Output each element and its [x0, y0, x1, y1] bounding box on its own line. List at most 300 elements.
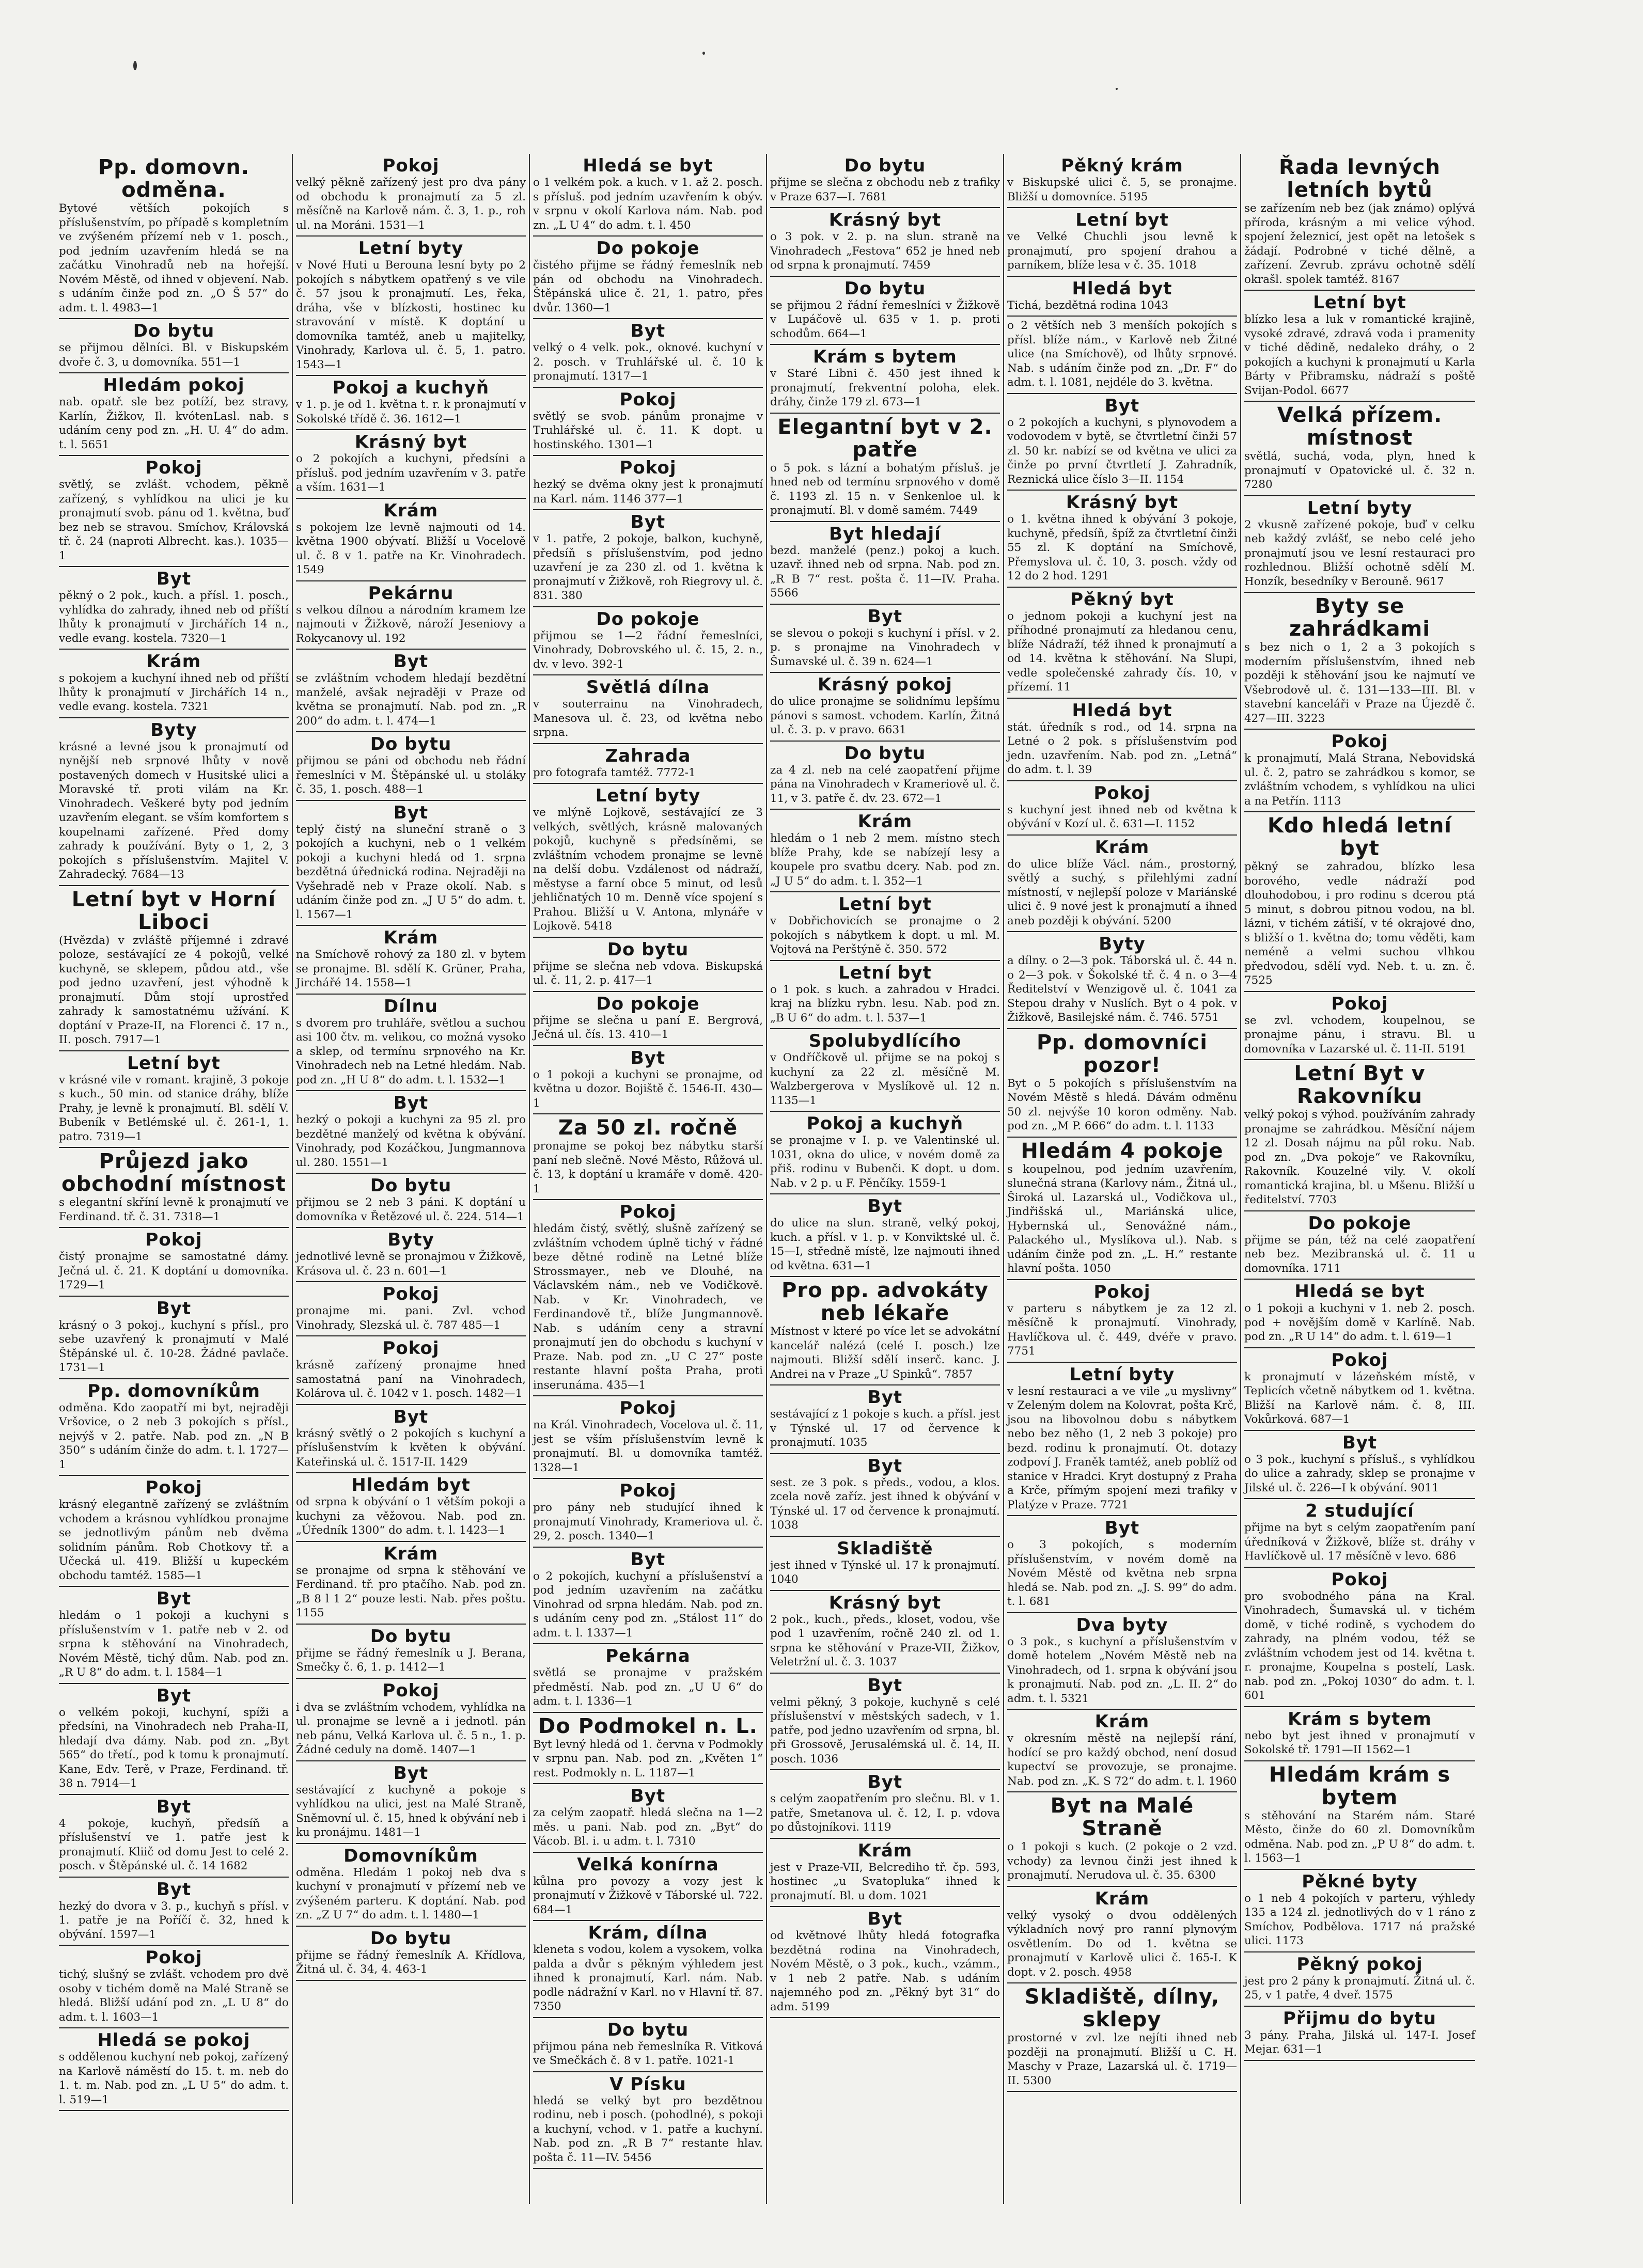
classified-ad [59, 1228, 289, 1297]
ad-body: s dvorem pro truhláře, světlou a suchou asi 100 čtv. m. velikou, co možná vysoko a sklep, od termínu srpnového na Kr. Vinohradech neb na Letné hledám. Nab. pod zn. „H U 8“ do adm. t. l. 1532—1 [296, 1016, 526, 1086]
ad-heading: Skladiště, dílny, sklepy [1024, 1985, 1220, 2031]
ad-body: přijme se řádný řemeslník u J. Berana, Smečky č. 6, 1. p. 1412—1 [296, 1646, 526, 1674]
ad-heading: Byt [867, 1387, 903, 1408]
ad-body: 2 pok., kuch., předs., kloset, vodou, vše pod 1 uzavřením, ročně 240 zl. od 1. srpna ke stěhování v Praze-VII, Žižkov, Veletržní ul. č. 3. 1037 [770, 1613, 1000, 1668]
ad-heading: Do bytu [133, 321, 215, 341]
ad-body: čistého přijme se řádný řemeslník neb pán od obchodu na Vinohradech. Štěpánská ulice č. 21, 1. patro, přes dvůr. 1360—1 [533, 259, 763, 314]
ad-heading: Letní byty [358, 238, 464, 259]
ad-heading: Pěkný byt [1070, 589, 1174, 610]
ad-body: hledám čistý, světlý, slušně zařízený se zvláštním vchodem úplně tichý v řádné beze dětné rodině na Letné blíže Strossmayer., neb ve Dlouhé, na Václavském nám., neb ve Vodičkově. Nab. v Kr. Vinohradech, ve Ferdinandově tř., blíže Jungmannově. Nab. s udáním ceny a stravní pronajmutí jen do obchodu s kuchyní v Praze. Nab. pod zn. „U C 27“ poste restante hlavní pošta Praha, proti inserunáma. 435—1 [533, 1222, 763, 1392]
ad-heading: Krám [1094, 837, 1150, 858]
ad-body: bezd. manželé (penz.) pokoj a kuch. uzavř. ihned neb od srpna. Nab. pod zn. „R B 7“ rest. pošta č. 11—IV. Praha. 5566 [770, 544, 1000, 600]
ad-heading: Krásný byt [1066, 492, 1179, 513]
ad-body: jest v Praze-VII, Belcrediho tř. čp. 593, hostinec „u Svatopluka“ ihned k pronajmutí. Bl. u dom. 1021 [770, 1861, 1000, 1902]
ad-heading: Pokoj [619, 458, 677, 478]
classified-ad [770, 1537, 1000, 1591]
ad-heading: Krám [146, 651, 201, 672]
classified-ad [770, 154, 1000, 208]
classified-ad [1244, 2007, 1475, 2061]
ad-heading: Pokoj a kuchyň [332, 377, 490, 398]
ad-body: sestávající z kuchyně a pokoje s vyhlídkou na ulici, jest na Malé Straně, Sněmovní ul. č. 15, hned k obývání neb i ku pronájmu. 1481—1 [296, 1783, 526, 1839]
classified-ad [296, 1625, 526, 1679]
ad-heading: Byt [630, 1786, 666, 1806]
ad-heading: Letní byt [1075, 210, 1169, 230]
ad-heading: Krám [857, 811, 913, 832]
ad-heading: Do bytu [370, 734, 452, 754]
ad-heading: Letní byty [595, 785, 701, 806]
classified-ad [770, 208, 1000, 277]
classified-ad [533, 510, 763, 607]
classified-ad [296, 926, 526, 995]
ad-heading: Byt [630, 321, 666, 341]
classified-ad [296, 1405, 526, 1474]
ad-body: s elegantní skříní levně k pronajmutí ve Ferdinand. tř. č. 31. 7318—1 [59, 1196, 289, 1223]
ad-heading: Byt [156, 1588, 192, 1609]
ad-body: v okresním městě na nejlepší rání, hodící se pro každý obchod, není dosud kupectví se provozuje, se pronajme. Nab. pod zn. „K. S 72“ do adm. t. l. 1960 [1007, 1732, 1237, 1788]
classified-ad [1244, 1952, 1475, 2007]
ad-heading: Průjezd jako obchodní místnost [61, 1149, 286, 1196]
ad-body: velký vysoký o dvou oddělených výkladních nový pro ranní plynovým osvětlením. Do od 1. května se pronajmutí v Karlově ulici č. 165-I. K dopt. v 2. posch. 4958 [1007, 1909, 1237, 1979]
ad-body: velký o 4 velk. pok., oknové. kuchyní v 2. posch. v Truhlářské ul. č. 10 k pronajmutí. 1317—1 [533, 341, 763, 383]
ad-heading: Byty [387, 1230, 434, 1250]
classified-ad [59, 1795, 289, 1878]
ad-body: přijme se slečna u paní E. Bergrová, Ječná ul. čís. 13. 410—1 [533, 1014, 763, 1041]
ad-body: o 1 velkém pok. a kuch. v 1. až 2. posch. s přísluš. pod jedním uzavřením k obýv. v srpnu v okolí Karlova nám. Nab. pod zn. „L U 4“ do adm. t. l. 450 [533, 176, 763, 232]
classified-ad [1007, 1280, 1237, 1363]
classified-ad [1007, 932, 1237, 1029]
classified-ad [296, 1927, 526, 1981]
scan-speck [1116, 88, 1118, 90]
classified-ad [770, 1029, 1000, 1112]
ad-heading: Krám [1094, 1888, 1150, 1909]
ad-heading: Byt [867, 1196, 903, 1217]
ad-heading: Letní byt [838, 894, 932, 915]
ad-column-3 [530, 154, 767, 2204]
classified-ad [296, 1091, 526, 1174]
ad-body: o 3 pok., kuchyní s přísluš., s vyhlídkou do ulice a zahrady, sklep se pronajme v Jilské ul. č. 226—I k obývání. 9011 [1244, 1453, 1475, 1494]
ad-body: sest. ze 3 pok. s předs., vodou, a klos. zcela nově zaříz. jest ihned k obývání v Týnské ul. 17 od července k pronajmutí. 1038 [770, 1476, 1000, 1532]
ad-heading: Spolubydlícího [808, 1031, 962, 1051]
ad-body: se slevou o pokoji s kuchyní i přísl. v 2. p. s pronajme na Vinohradech v Šumavské ul. č. 39 n. 624—1 [770, 626, 1000, 668]
ad-body: o 2 větších neb 3 menších pokojích s přísl. blíže nám., v Karlově neb Žitné ulice (na Smíchově), od lhůty srpnové. Nab. s udáním činže pod zn. „Dr. F“ do adm. t. l. 1081, nejdéle do 3. května. [1007, 319, 1237, 389]
classified-ad [296, 1542, 526, 1625]
classified-ad [59, 1946, 289, 2028]
ad-heading: Byt [393, 1093, 429, 1113]
ad-heading: Byt [156, 1879, 192, 1900]
classified-ad [770, 414, 1000, 522]
ad-body: jest pro 2 pány k pronajmutí. Žitná ul. č. 25, v 1 patře, 4 dveř. 1575 [1244, 1974, 1475, 2002]
ad-body: hezký do dvora v 3. p., kuchyň s přísl. v 1. patře je na Poříčí č. 32, hned k obývání. 1597—1 [59, 1899, 289, 1941]
classified-ad [770, 1385, 1000, 1454]
classified-ad [59, 1051, 289, 1148]
ad-heading: Pro pp. advokáty neb lékaře [781, 1279, 989, 1325]
ad-body: o 2 pokojích a kuchyni, s plynovodem a vodovodem v bytě, se čtvrtletní činži 57 zl. 50 kr. nabízí se od května ve ulici za činže po první čtvrtletí J. Zahradník, Reznická ulice číslo 3—II. 1154 [1007, 416, 1237, 486]
classified-ad [1007, 836, 1237, 933]
scan-speck [133, 61, 137, 70]
ad-heading: Byt [156, 1298, 192, 1319]
classified-ad [770, 673, 1000, 742]
ad-body: Tichá, bezdětná rodina 1043 [1007, 298, 1169, 312]
ad-heading: Řada levných letních bytů [1279, 155, 1441, 202]
ad-body: velký pěkně zařízený jest pro dva pány od obchodu k pronajmutí za 5 zl. měsíčně na Karlově nám. č. 3, 1. p., roh ul. na Moráni. 1531—1 [296, 176, 526, 232]
classified-ad [1007, 1363, 1237, 1517]
ad-heading: V Písku [609, 2073, 686, 2094]
ad-heading: Letní Byt v Rakovníku [1294, 1062, 1426, 1108]
ad-column-1 [56, 154, 293, 2204]
classified-ad [296, 1336, 526, 1405]
ad-body: přijmou se 2 neb 3 páni. K doptání u domovníka v Řetězové ul. č. 224. 514—1 [296, 1196, 526, 1223]
classified-ad [770, 742, 1000, 810]
classified-ad [296, 499, 526, 581]
ad-column-5 [1004, 154, 1241, 2204]
ad-body: pro svobodného pána na Kral. Vinohradech, Šumavská ul. v tichém domě, v tiché rodině, s vychodem do zahrady, na plném vodou, též se zvláštním vchodem jest od 14. května t. r. pronajme, Koupelna s postelí, Lask. nab. pod zn. „Pokoj 1030“ do adm. t. l. 601 [1244, 1589, 1475, 1702]
ad-body: kleneta s vodou, kolem a vysokem, volka palda a dvůr s pěkným výhledem jest ihned k pronajmutí, Karl. nám. Nab. podle nádražní v Karl. no v Hlavní tř. 87. 7350 [533, 1943, 763, 2013]
ad-body: se zvláštním vchodem hledají bezdětní manželé, avšak nejraději v Praze od května se pronajmutí. Nab. pod zn. „R 200“ do adm. t. l. 474—1 [296, 672, 526, 728]
ad-body: o 3 pok. v 2. p. na slun. straně na Vinohradech „Festova“ 652 je hned neb od srpna k pronajmutí. 7459 [770, 230, 1000, 272]
ad-body: přijme na byt s celým zaopatřením paní úředníková v Žižkově, blíže st. dráhy v Havlíčkově ul. 17 měsíčně v levo. 686 [1244, 1521, 1475, 1563]
ad-heading: Pokoj [382, 1680, 440, 1701]
ad-body: ve Velké Chuchli jsou levně k pronajmutí, pro spojení drahou a parníkem, blíže lesa v č. 35. 1018 [1007, 230, 1237, 272]
ad-body: se přijmou 2 řádní řemeslníci v Žižkově v Lupáčově ul. 635 v 1. p. proti schodům. 664—1 [770, 298, 1000, 340]
ad-body: nab. opatř. sle bez potíží, bez stravy, Karlín, Žižkov, Il. kvótenLasl. nab. s udáním ceny pod zn. „H. U. 4“ do adm. t. l. 5651 [59, 396, 289, 451]
ad-body: pronajme mi. pani. Zvl. vchod Vinohrady, Slezská ul. č. 787 485—1 [296, 1304, 526, 1332]
ad-body: hezký se dvěma okny jest k pronajmutí na Karl. nám. 1146 377—1 [533, 478, 763, 506]
ad-body: od srpna k obývání o 1 větším pokoji a kuchyni za věžovou. Nab. pod zn. „Úředník 1300“ do adm. t. l. 1423—1 [296, 1495, 526, 1537]
ad-heading: Pokoj [145, 1477, 202, 1498]
ad-body: přijmou se páni od obchodu neb řádní řemeslníci v M. Štěpánské ul. u stoláky č. 35, 1. posch. 488—1 [296, 754, 526, 796]
ad-heading: Krám [383, 1543, 439, 1564]
ad-body: krásný o 3 pokoj., kuchyní s přísl., pro sebe uzavřený k pronajmutí v Malé Štěpánské ul. č. 10-28. Žádné pavlače. 1731—1 [59, 1318, 289, 1374]
ad-heading: Pokoj [1331, 1569, 1388, 1590]
ad-body: světlá, suchá, voda, plyn, hned k pronajmutí v Opatovické ul. č. 32 n. 7280 [1244, 450, 1475, 491]
classified-ad [1244, 1280, 1475, 1348]
ad-heading: Světlá dílna [586, 677, 710, 698]
ad-body: kůlna pro povozy a vozy jest k pronajmutí v Žižkově v Táborské ul. 722. 684—1 [533, 1875, 763, 1916]
classified-ad [533, 1396, 763, 1479]
classified-ad [1007, 1792, 1237, 1887]
ad-body: v Dobřichovicích se pronajme o 2 pokojích s nábytkem k dopt. u ml. M. Vojtová na Perštýně č. 350. 572 [770, 915, 1000, 956]
ad-heading: Krám s bytem [1288, 1708, 1432, 1729]
classified-ad [533, 1200, 763, 1396]
ad-heading: Pokoj [145, 458, 202, 478]
ad-heading: Byt [867, 1909, 903, 1929]
classified-ad [1244, 1707, 1475, 1761]
ad-body: jest ihned v Týnské ul. 17 k pronajmutí. 1040 [770, 1558, 1000, 1586]
ad-heading: Byt [156, 569, 192, 589]
classified-ad [59, 2028, 289, 2111]
ad-body: pro fotografa tamtéž. 7772-1 [533, 766, 696, 779]
classified-ad [770, 1674, 1000, 1771]
ad-heading: Do bytu [370, 1928, 452, 1949]
ad-body: se zařízením neb bez (jak známo) oplývá příroda, krásným a mi velice výhod. spojení železnicí, jest opět na letošek s žádají. Podrobné v tiché dělně, a zařízení. Zevrub. zprávu ochotně sdělí okrašl. spolek tamtéž. 8167 [1244, 202, 1475, 286]
classified-ad [533, 1644, 763, 1713]
ad-body: o velkém pokoji, kuchyní, spíži a předsíni, na Vinohradech neb Praha-II, hledají dva dámy. Nab. pod zn. „Byt 565“ do třetí., pod k tomu k pronajmutí. Kane, Edv. Terě, v Praze, Ferdinand. tř. 38 n. 7914—1 [59, 1706, 289, 1790]
classified-ad [1244, 1870, 1475, 1952]
ad-heading: Hledá byt [1072, 278, 1172, 299]
classified-ad [533, 744, 763, 784]
classified-ad [296, 430, 526, 499]
ad-heading: Pp. domovníci pozor! [1036, 1030, 1208, 1077]
classified-ad [533, 938, 763, 992]
classified-ad [533, 784, 763, 938]
ad-body: o 1 pokoji a kuchyni se pronajme, od května u dozor. Bojiště č. 1546-II. 430—1 [533, 1068, 763, 1110]
ad-heading: Byt [630, 1047, 666, 1068]
ad-heading: Pokoj [382, 1284, 440, 1304]
ad-heading: Hledá se pokoj [97, 2030, 251, 2051]
ad-body: krásné a levné jsou k pronajmutí od nynější neb srpnové lhůty v nově postavených domech v Husitské ulici a Moravské tř. proti vilám na Kr. Vinohradech. Veškeré byty pod jedním uzavřením elegant. se vším komfortem s koupelnami zařízené. Před domy zahrady k používání. Byty o 1, 2, 3 pokojích s příslušenstvím. Majitel V. Zahradecký. 7684—13 [59, 740, 289, 881]
classified-ad [1007, 1613, 1237, 1710]
ad-body: blízko lesa a luk v romantické krajině, vysoké zdravé, zdravá voda i pramenity v tiché dědině, nedaleko dráhy, o 2 pokojích a kuchyni k pronajmutí u Karla Bárty v Přibramsku, nádraží s poště Svijan-Podol. 6677 [1244, 313, 1475, 397]
ad-heading: Krám [1094, 1711, 1150, 1732]
ad-body: pro pány neb studující ihned k pronajmutí Vinohrady, Krameriova ul. č. 29, 2. posch. 1340—1 [533, 1501, 763, 1542]
ad-body: se zvl. vchodem, koupelnou, se pronajme pánu, i stravu. Bl. u domovníka v Lazarské ul. č. 11-II. 5191 [1244, 1014, 1475, 1056]
ad-heading: Dva byty [1076, 1614, 1168, 1635]
ad-heading: Pokoj [619, 389, 677, 410]
ad-heading: Do Podmokel n. L. [538, 1714, 758, 1738]
ad-body: v Staré Libni č. 450 jest ihned k pronajmutí, frekventní poloha, elek. dráhy, činže 179 zl. 673—1 [770, 367, 1000, 408]
ad-heading: Velká přízem. místnost [1277, 403, 1443, 450]
classified-ad [770, 1194, 1000, 1277]
classified-ad [296, 650, 526, 732]
ad-heading: Byt [393, 1762, 429, 1784]
ad-body: prostorné v zvl. lze nejíti ihned neb později na pronajmutí. Bližší u C. H. Maschy v Praze, Lazarská ul. č. 1719—II. 5300 [1007, 2031, 1237, 2087]
classified-ad [1007, 781, 1237, 836]
classified-ad [1007, 1029, 1237, 1138]
ad-body: s kuchyní jest ihned neb od května k obývání v Kozí ul. č. 631—I. 1152 [1007, 803, 1237, 830]
classified-ad [59, 1684, 289, 1795]
ad-heading: Letní byty [1069, 1364, 1175, 1385]
ad-heading: Kdo hledá letní byt [1267, 814, 1452, 860]
ad-heading: Pokoj [382, 1338, 440, 1359]
ad-body: na Král. Vinohradech, Vocelova ul. č. 11, jest se vším příslušenstvím levně k pronajmutí. Bl. u domovníka tamtéž. 1328—1 [533, 1419, 763, 1474]
ad-body: v parteru s nábytkem je za 12 zl. měsíčně k pronajmutí. Vinohrady, Havlíčkova ul. č. 449, dvéře v pravo. 7751 [1007, 1302, 1237, 1358]
ad-body: tichý, slušný se zvlášt. vchodem pro dvě osoby v tichém domě na Malé Straně se hledá. Bližší udání pod zn. „L U 8“ do adm. t. l. 1603—1 [59, 1968, 289, 2024]
ad-body: s oddělenou kuchyní neb pokoj, zařízený na Karlově náměstí do 15. t. m. neb do 1. t. m. Nab. pod zn. „L U 5“ do adm. t. l. 519—1 [59, 2051, 289, 2106]
ad-heading: Byty [150, 719, 197, 741]
ad-heading: Hledá se byt [1294, 1281, 1425, 1302]
ad-body: světlá se pronajme v pražském předměstí. Nab. pod zn. „U U 6“ do adm. t. l. 1336—1 [533, 1666, 763, 1708]
ad-heading: Letní byt [1313, 292, 1406, 313]
ad-heading: Byt [1104, 1518, 1140, 1538]
classified-ad [296, 1761, 526, 1844]
ad-body: o 1 pokoji a kuchyni v 1. neb 2. posch. pod + novějším domě v Karlíně. Nab. pod zn. „R U 14“ do adm. t. l. 619—1 [1244, 1302, 1475, 1343]
ad-body: o 1 pokoji s kuch. (2 pokoje o 2 vzd. vchody) za levnou činži jest ihned k pronajmutí. Nerudova ul. č. 35. 6300 [1007, 1840, 1237, 1882]
ad-heading: Do pokoje [1308, 1212, 1412, 1234]
classified-ad [1007, 208, 1237, 277]
ad-heading: Pěkný krám [1061, 155, 1183, 176]
classified-ad [533, 388, 763, 456]
ad-body: velký pokoj s výhod. používáním zahrady pronajme se zahrádkou. Měsíční nájem 12 zl. Dosah nájmu na půl roku. Nab. pod zn. „Dva pokoje“ ve Rakovníku, Rakovník. Kouzelné vily. V. okolí romantická krajina, bl. u Mšenu. Bližší u ředitelství. 7703 [1244, 1108, 1475, 1206]
classified-ad [770, 1907, 1000, 2018]
classified-ad [770, 345, 1000, 414]
ad-heading: Byt [1342, 1432, 1378, 1453]
classified-ad [296, 1844, 526, 1927]
ad-body: Byt o 5 pokojích s příslušenstvím na Novém Městě s hledá. Dávám odměnu 50 zl. nejvýše 10 koron odměny. Nab. pod zn. „M P. 666“ do adm. t. l. 1133 [1007, 1077, 1237, 1132]
classified-ad [59, 1379, 289, 1476]
ad-body: sestávající z 1 pokoje s kuch. a přísl. jest v Týnské ul. 17 od července k pronajmutí. 1035 [770, 1408, 1000, 1449]
classified-ad [533, 1921, 763, 2018]
ad-body: pronajme se pokoj bez nábytku starší paní neb slečně. Nové Město, Růžová ul. č. 13, k doptání u kramáře v domě. 420-1 [533, 1140, 763, 1195]
ad-heading: Hledám pokoj [103, 375, 245, 396]
ad-heading: Hledám 4 pokoje [1021, 1139, 1224, 1163]
classified-ad [533, 992, 763, 1046]
ad-heading: Pp. domovn. odměna. [98, 155, 250, 202]
ad-body: v lesní restauraci a ve vile „u myslivny“ v Zeleným dolem na Kolovrat, pošta Krč, jsou na libovolnou dobu s nábytkem nebo bez něho (1, 2 neb 3 pokoje) pro bezd. rodinu k pronajmutí. Ot. dotazy zodpoví J. Franěk tamtéž, aneb poblíž od stanice v Hradci. Kryt dostupný z Praha a Krče, přímým spojení mezi trafiky v Platýze v Praze. 7721 [1007, 1384, 1237, 1511]
classified-ad [59, 319, 289, 373]
classified-ad [59, 886, 289, 1051]
ad-heading: Byt [867, 1772, 903, 1792]
ad-body: ve mlýně Lojkově, sestávající ze 3 velkých, světlých, krásně malovaných pokojů, kuchyně s předsíněmi, se zvláštním vchodem pronajme se levně na delší dobu. Vzdálenost od nádraží, městyse a farní obce 5 minut, od lesů jehličnatých 10 m. Denně více spojení s Prahou. Bližší u V. Antona, mlynáře v Lojkově. 5418 [533, 806, 763, 933]
ad-column-2 [293, 154, 530, 2204]
ad-heading: Letní byt [838, 962, 932, 983]
ad-heading: Domovníkům [343, 1845, 478, 1866]
ad-heading: Pekárna [605, 1646, 691, 1666]
ad-heading: Letní byt v Horní Liboci [71, 887, 276, 934]
classified-ad [1007, 491, 1237, 588]
ad-heading: Krásný byt [828, 210, 942, 230]
ad-body: odměna. Kdo zaopatří mi byt, nejraději Vršovice, o 2 neb 3 pokojích s přísl., nejvýš v 2. patře. Nab. pod zn. „N B 350“ s udáním činže do adm. t. l. 1727—1 [59, 1401, 289, 1471]
classified-ad [296, 801, 526, 926]
ad-body: krásný světlý o 2 pokojích s kuchyní a příslušenstvím k květen k obývání. Kateřinská ul. č. 1517-II. 1429 [296, 1427, 526, 1469]
ad-body: přijme se pán, též na celé zaopatření neb bez. Mezibranská ul. č. 11 u domovníka. 1711 [1244, 1233, 1475, 1275]
classified-ad [770, 1591, 1000, 1674]
ad-heading: Byt [1104, 395, 1140, 416]
ad-body: hledá se velký byt pro bezdětnou rodinu, neb i posch. (pohodlné), s pokoji a kuchyní, vchod. v 1. patře a kuchyní. Nab. pod zn. „R B 7“ restante hlav. pošta č. 11—IV. 5456 [533, 2094, 763, 2164]
classified-ad [296, 237, 526, 376]
ad-body: světlý, se zvlášt. vchodem, pěkně zařízený, s vyhlídkou na ulici je ku pronajmutí svob. pánu od 1. května, buď bez neb se stravou. Smíchov, Královská tř. č. 24 (naproti Albrecht. kas.). 1035—1 [59, 478, 289, 562]
classified-ad [59, 373, 289, 456]
classified-ad [533, 1548, 763, 1645]
ad-body: se pronajme v I. p. ve Valentinské ul. 1031, okna do ulice, v novém domě za přiš. rodinu v Bubenči. K dopt. u dom. Nab. v 2 p. u F. Pěnčíky. 1559-1 [770, 1134, 1000, 1190]
ad-heading: Pp. domovníkům [87, 1380, 260, 1401]
ad-body: v Biskupské ulici č. 5, se pronajme. Bližší u domovníce. 5195 [1007, 176, 1237, 203]
classified-ad [1007, 1983, 1237, 2092]
classified-ad [1244, 291, 1475, 402]
classified-ad [59, 456, 289, 567]
ad-body: a dílny. o 2—3 pok. Táborská ul. č. 44 n. o 2—3 pok. v Šokolské tř. č. 4 n. o 3—4 Ředitelství v Wenzigově ul. č. 1041 za Stepou drahy v Nuslích. Byt o 4 pok. v Žižkově, Basilejské nám. č. 746. 5751 [1007, 954, 1237, 1024]
ad-heading: Do pokoje [596, 993, 700, 1014]
ad-heading: Byty [1099, 934, 1146, 954]
classified-ad [770, 961, 1000, 1030]
classified-ad [59, 1297, 289, 1379]
classified-ad [770, 1277, 1000, 1385]
ad-heading: Do bytu [607, 939, 689, 960]
classified-ad [1244, 402, 1475, 496]
ad-heading: Elegantní byt v 2. patře [777, 415, 993, 462]
ad-body: přijme se řádný řemeslník A. Křídlova, Žitná ul. č. 34, 4. 463-1 [296, 1948, 526, 1976]
ad-body: o 2 pokojích, kuchyní a příslušenství a pod jedním uzavřením na začátku Vinohrad od srpna hledám. Nab. pod zn. s udáním ceny pod zn. „Stálost 11“ do adm. t. l. 1337—1 [533, 1569, 763, 1640]
classified-ad [533, 319, 763, 388]
ad-body: hezký o pokoji a kuchyni za 95 zl. pro bezdětné manželý od května k obývání. Vinohrady, pod Kozáčkou, Jungmannova ul. 280. 1551—1 [296, 1113, 526, 1169]
ad-body: (Hvězda) v zvláště příjemné i zdravé poloze, sestávající ze 4 pokojů, velké kuchyně, se sklepem, půdou atd., vše pod jedno uzavření, jest výhodně k pronajmutí. Dům stojí uprostřed zahrady k samostatnému užívání. K doptání v Praze-II, na Florenci č. 17 n., II. posch. 7917—1 [59, 934, 289, 1046]
classified-ad [59, 1148, 289, 1228]
classified-ad [296, 995, 526, 1092]
ad-body: jednotlivé levně se pronajmou v Žižkově, Krásova ul. č. 23 n. 601—1 [296, 1250, 526, 1278]
classified-ad [1244, 496, 1475, 593]
classified-ad [533, 1784, 763, 1853]
classified-ad [296, 376, 526, 430]
ad-body: teplý čistý na sluneční straně o 3 pokojích a kuchyni, neb o 1 velkém pokoji a kuchyni hledá od 1. srpna bezdětná úřednická rodina. Nejraději na Vyšehradě neb v Praze okolí. Nab. s udáním činže pod zn. „J U 5“ do adm. t. l. 1567—1 [296, 823, 526, 921]
classified-ad [770, 810, 1000, 892]
classified-ad [1007, 1887, 1237, 1984]
ad-heading: Velká konírna [577, 1854, 719, 1875]
ad-body: stát. úředník s rod., od 14. srpna na Letné o 2 pok. s příslušenstvím pod jedn. uzavřením. Nab. pod zn. „Letná“ do adm. t. l. 39 [1007, 720, 1237, 776]
ad-heading: Pokoj a kuchyň [806, 1113, 964, 1134]
classified-ad [1244, 1761, 1475, 1870]
classified-ad [770, 1770, 1000, 1839]
ad-body: v Ondříčkově ul. přijme se na pokoj s kuchyní za 22 zl. měsíčně M. Walzbergerova v Myslíkově ul. 12 n. 1135—1 [770, 1051, 1000, 1107]
ad-body: o 1 neb 4 pokojích v parteru, výhledy 135 a 124 zl. jednotlivých do v 1 ráno z Smíchov, Podbělova. 1717 ná pražské ulici. 1173 [1244, 1892, 1475, 1947]
ad-body: velmi pěkný, 3 pokoje, kuchyně s celé příslušenství v městských sadech, v 1. patře, pod jedno uzavřením od srpna, bl. při Grossově, Jerusalémská ul. č. 14, II. posch. 1036 [770, 1695, 1000, 1766]
classified-ad [770, 1112, 1000, 1194]
ad-body: v 1. patře, 2 pokoje, balkon, kuchyně, předsíň s příslušenstvím, pod jedno uzavření je za 230 zl. od 1. května k pronajmutí v Žižkově, roh Riegrovy ul. č. 831. 380 [533, 532, 763, 602]
classified-ad [59, 567, 289, 650]
ad-heading: Pokoj [1331, 993, 1388, 1014]
ad-heading: Byt [156, 1685, 192, 1706]
classified-ad [533, 2018, 763, 2072]
ad-body: v souterrainu na Vinohradech, Manesova ul. č. 23, od května nebo srpna. [533, 698, 763, 739]
ad-heading: Hledá se byt [583, 155, 713, 176]
ad-body: přijme se slečna z obchodu neb z trafiky v Praze 637—I. 7681 [770, 176, 1000, 203]
classified-ad [533, 1713, 763, 1785]
classified-ad [533, 1114, 763, 1200]
ad-heading: Byty se zahrádkami [1289, 594, 1431, 641]
ad-heading: Byt hledají [829, 523, 941, 544]
ad-body: světlý se svob. pánům pronajme v Truhlářské ul. č. 11. K dopt. u hostinského. 1301—1 [533, 410, 763, 451]
classified-ad [1244, 730, 1475, 812]
ad-heading: Pokoj [1093, 1281, 1151, 1302]
classified-ad [59, 650, 289, 718]
classified-ad [1007, 394, 1237, 491]
ad-body: pěkný o 2 pok., kuch. a přísl. 1. posch., vyhlídka do zahrady, ihned neb od příští lhůty k pronajmutí v Jirchářích 14 n., vedle evang. kostela. 7320—1 [59, 589, 289, 645]
classified-ad [1007, 317, 1237, 394]
ad-body: v Nové Huti u Berouna lesní byty po 2 pokojích s nábytkem opatřený s ve vile č. 57 jsou k pronajmutí. Les, řeka, dráha, vše v blízkosti, hostinec ku stravování v místě. K doptání u domovníka tamtéž, aneb u majitelky, Vinohrady, Karlova ul. č. 5, 1. patro. 1543—1 [296, 259, 526, 371]
classified-ad [296, 154, 526, 237]
ad-heading: Skladiště [837, 1538, 933, 1559]
classified-ad [1007, 1138, 1237, 1280]
ad-body: 4 pokoje, kuchyň, předsíň a příslušenství ve 1. patře jest k pronajmutí. Kliič od domu Jest to celé 2. posch. v Štěpánské ul. č. 14 1682 [59, 1817, 289, 1872]
ad-body: v 1. p. je od 1. května t. r. k pronajmutí v Sokolské třídě č. 36. 1612—1 [296, 398, 526, 426]
classified-ad [296, 1282, 526, 1336]
ad-body: 2 vkusně zařízené pokoje, buď v celku neb každý zvlášť, se nebo celé jeho pronajmutí jsou ve lesní restauraci pro rozhlednou. Bližší ochotně sdělí M. Honzík, besedníky v Berouně. 9617 [1244, 518, 1475, 588]
ad-heading: Do bytu [844, 155, 926, 176]
ad-heading: Do pokoje [596, 608, 700, 629]
classified-ad [533, 1046, 763, 1115]
classified-ad [1007, 1516, 1237, 1613]
ad-heading: Byt [867, 606, 903, 627]
classified-ad [59, 1878, 289, 1946]
ad-heading: Do pokoje [596, 238, 700, 259]
ad-body: o 1 pok. s kuch. a zahradou v Hradci. kraj na blízku rybn. lesu. Nab. pod zn. „B U 6“ do adm. t. l. 537—1 [770, 983, 1000, 1025]
ad-body: do ulice blíže Václ. nám., prostorný, světlý a suchý, s přilehlými zadní místností, v nejlepší poloze v Mariánské ulici č. 9 nové jest k pronajmutí a ihned aneb později k obývání. 5200 [1007, 857, 1237, 927]
classified-ad [1244, 1568, 1475, 1707]
ad-body: o jednom pokoji a kuchyní jest na příhodné pronajmutí za hledanou cenu, blíže Nádraží, též ihned k pronajmutí a od 14. května k stěhování. Na Slupi, vedle společenské zahrady čís. 10, v přízemí. 11 [1007, 609, 1237, 694]
classified-ad [296, 1679, 526, 1761]
ad-heading: Pokoj [1331, 731, 1388, 752]
ad-body: hledám o 1 neb 2 mem. místno stech blíže Prahy, kde se nabízejí lesy a koupele pro svatbu dcery. Nab. pod zn. „J U 5“ do adm. t. l. 352—1 [770, 832, 1000, 888]
classified-ad [296, 1174, 526, 1228]
ad-heading: Byt na Malé Straně [1050, 1794, 1194, 1840]
ad-heading: Přijmu do bytu [1283, 2008, 1436, 2029]
ad-body: čistý pronajme se samostatné dámy. Ječná ul. č. 21. K doptání u domovníka. 1729—1 [59, 1250, 289, 1292]
ad-heading: Letní byty [1307, 497, 1413, 518]
classified-ad [770, 605, 1000, 673]
ad-body: s stěhování na Starém nám. Staré Město, činže do 60 zl. Domovníkům odměna. Nab. pod zn. „P U 8“ do adm. t. l. 1563—1 [1244, 1809, 1475, 1865]
ad-heading: Pěkný pokoj [1296, 1954, 1423, 1975]
ad-body: s bez nich o 1, 2 a 3 pokojích s moderním příslušenstvím, ihned neb později k stěhování jsou ke najmutí ve Všebrodově ul. č. 131—133—III. Bl. v stavební kanceláři v Praze na Újezdě č. 427—III. 3223 [1244, 641, 1475, 725]
scan-speck [702, 52, 705, 55]
classified-ad [1244, 1348, 1475, 1431]
